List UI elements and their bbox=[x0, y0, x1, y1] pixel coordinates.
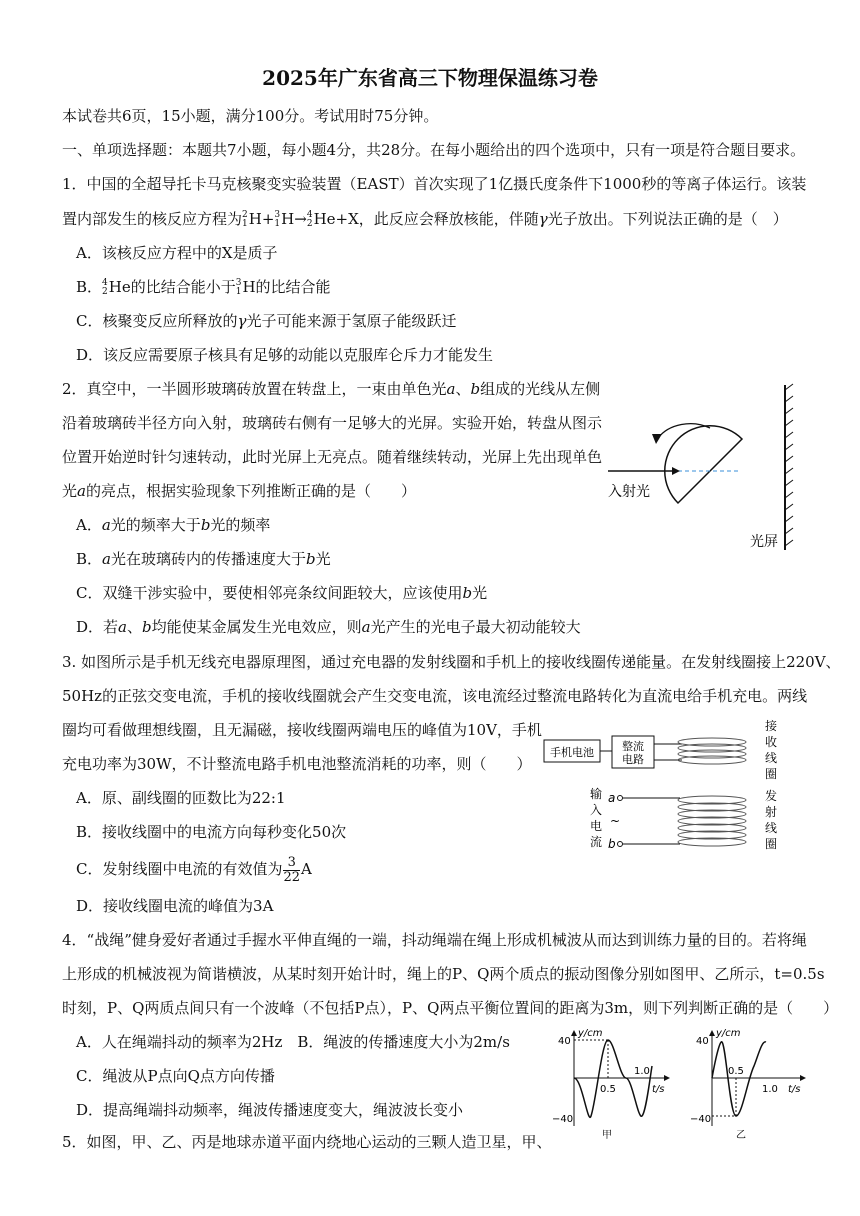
svg-text:线: 线 bbox=[765, 751, 778, 765]
nuclide-he4: 4 2 bbox=[306, 210, 313, 229]
q4-option-d[interactable]: D．提高绳端抖动频率，绳波传播速度变大，绳波波长变小 bbox=[76, 1101, 464, 1119]
wave-p bbox=[574, 1040, 652, 1117]
q2-option-c[interactable]: C．双缝干涉实验中，要使相邻亮条纹间距较大，应该使用b光 bbox=[76, 584, 488, 602]
svg-text:~: ~ bbox=[610, 814, 621, 828]
q2-stem-line2: 沿着玻璃砖半径方向入射，玻璃砖右侧有一足够大的光屏。实验开始，转盘从图示 bbox=[62, 414, 603, 432]
svg-text:−40: −40 bbox=[552, 1114, 574, 1125]
terminal-a bbox=[618, 796, 623, 801]
q5-stem-line1: 5．如图，甲、乙、丙是地球赤道平面内绕地心运动的三颗人造卫星，甲、 bbox=[62, 1133, 552, 1151]
q4-stem-line3: 时刻，P、Q两质点间只有一个波峰（不包括P点），P、Q两点平衡位置间的距离为3m，则下列判断正确的是（ ） bbox=[62, 999, 839, 1017]
q3-figure bbox=[540, 712, 790, 858]
q2-stem-line3: 位置开始逆时针匀速转动，此时光屏上无亮点。随着继续转动，光屏上先出现单色 bbox=[62, 448, 603, 466]
svg-text:入: 入 bbox=[590, 803, 603, 817]
q3-option-d[interactable]: D．接收线圈电流的峰值为3A bbox=[76, 897, 274, 915]
svg-text:−40: −40 bbox=[690, 1114, 712, 1125]
q3-stem-line3: 圈均可看做理想线圈，且无漏磁，接收线圈两端电压的峰值为10V，手机 bbox=[62, 721, 542, 739]
svg-text:手机电池: 手机电池 bbox=[550, 746, 594, 759]
fraction: $\frac{3}{22}$ bbox=[283, 854, 301, 885]
q2-option-b[interactable]: B．a光在玻璃砖内的传播速度大于b光 bbox=[76, 550, 331, 568]
svg-text:0.5: 0.5 bbox=[600, 1084, 616, 1095]
svg-text:线: 线 bbox=[765, 821, 778, 835]
graph-jia bbox=[552, 1028, 670, 1141]
q1-option-a[interactable]: A．该核反应方程中的X是质子 bbox=[76, 244, 278, 262]
svg-text:发: 发 bbox=[765, 789, 778, 803]
q4-option-ab[interactable]: A．人在绳端抖动的频率为2Hz B．绳波的传播速度大小为2m/s bbox=[76, 1033, 510, 1051]
svg-text:1.0: 1.0 bbox=[762, 1084, 778, 1095]
q4-stem-line2: 上形成的机械波视为简谐横波，从某时刻开始计时，绳上的P、Q两个质点的振动图像分别如图甲、乙所示，t=0.5s bbox=[62, 965, 825, 983]
svg-text:y/cm: y/cm bbox=[716, 1028, 741, 1039]
svg-text:射: 射 bbox=[765, 805, 778, 819]
svg-text:a: a bbox=[608, 791, 616, 805]
svg-text:收: 收 bbox=[765, 735, 778, 749]
terminal-b bbox=[618, 842, 623, 847]
svg-text:输: 输 bbox=[590, 787, 603, 801]
screen-hatch bbox=[785, 384, 793, 546]
q2-option-a[interactable]: A．a光的频率大于b光的频率 bbox=[76, 516, 271, 534]
q1-option-c[interactable]: C．核聚变反应所释放的γ光子可能来源于氢原子能级跃迁 bbox=[76, 312, 457, 330]
q4-figure bbox=[552, 1026, 812, 1142]
graph-yi bbox=[690, 1028, 806, 1141]
svg-text:整流: 整流 bbox=[622, 740, 644, 753]
q2-stem-line1: 2．真空中，一半圆形玻璃砖放置在转盘上，一束由单色光a、b组成的光线从左侧 bbox=[62, 380, 601, 398]
svg-text:40: 40 bbox=[558, 1036, 571, 1047]
svg-text:圈: 圈 bbox=[765, 837, 778, 851]
exam-intro: 本试卷共6页，15小题，满分100分。考试用时75分钟。 bbox=[62, 107, 439, 125]
svg-text:y/cm: y/cm bbox=[578, 1028, 603, 1039]
q2-stem-line4: 光a的亮点，根据实验现象下列推断正确的是（ ） bbox=[62, 482, 416, 500]
q1-option-b[interactable]: B． 4 2 He的比结合能小于 3 1 H的比结合能 bbox=[76, 278, 331, 297]
q2-figure bbox=[600, 380, 810, 560]
incident-light-label: 入射光 bbox=[608, 484, 650, 500]
svg-text:甲: 甲 bbox=[602, 1130, 612, 1141]
glass-half-disk bbox=[665, 426, 742, 503]
svg-text:40: 40 bbox=[696, 1036, 709, 1047]
screen-label: 光屏 bbox=[750, 534, 778, 550]
svg-text:流: 流 bbox=[590, 835, 603, 849]
svg-text:b: b bbox=[608, 837, 616, 851]
svg-text:乙: 乙 bbox=[736, 1130, 746, 1141]
wave-q bbox=[712, 1042, 766, 1116]
svg-text:t/s: t/s bbox=[788, 1084, 801, 1095]
q1-stem-line1: 1．中国的全超导托卡马克核聚变实验装置（EAST）首次实现了1亿摄氏度条件下1000秒的等离子体运行。该装 bbox=[62, 175, 807, 193]
q4-stem-line1: 4．“战绳”健身爱好者通过手握水平伸直绳的一端，抖动绳端在绳上形成机械波从而达到训练力量的目的。若将绳 bbox=[62, 931, 807, 949]
svg-text:接: 接 bbox=[765, 719, 778, 733]
q3-option-a[interactable]: A．原、副线圈的匝数比为22:1 bbox=[76, 789, 286, 807]
rotation-arrowhead-icon bbox=[652, 434, 662, 444]
nuclide-h3: 3 1 bbox=[274, 210, 281, 229]
receive-coil bbox=[678, 738, 746, 764]
q3-option-b[interactable]: B．接收线圈中的电流方向每秒变化50次 bbox=[76, 823, 347, 841]
q1-option-d[interactable]: D．该反应需要原子核具有足够的动能以克服库仑斥力才能发生 bbox=[76, 346, 494, 364]
svg-text:圈: 圈 bbox=[765, 767, 778, 781]
svg-text:电路: 电路 bbox=[622, 753, 644, 766]
svg-text:1.0: 1.0 bbox=[634, 1066, 650, 1077]
q3-stem-line2: 50Hz的正弦交变电流，手机的接收线圈就会产生交变电流，该电流经过整流电路转化为直流电给手机充电。两线 bbox=[62, 687, 808, 705]
page-title: 2025年广东省高三下物理保温练习卷 bbox=[262, 66, 598, 90]
q3-stem-line4: 充电功率为30W，不计整流电路手机电池整流消耗的功率，则（ ） bbox=[62, 755, 532, 773]
q1-stem-line2: 置内部发生的核反应方程为 2 1 H+ 3 1 H→ 4 2 He+X，此反应会释放核能，伴随γ光子放出。下列说法正确的是（ ） bbox=[62, 210, 788, 229]
transmit-coil bbox=[678, 796, 746, 846]
svg-text:t/s: t/s bbox=[652, 1084, 665, 1095]
q2-option-d[interactable]: D．若a、b均能使某金属发生光电效应，则a光产生的光电子最大初动能较大 bbox=[76, 618, 581, 636]
section-heading: 一、单项选择题：本题共7小题，每小题4分，共28分。在每小题给出的四个选项中，只有一项是符合题目要求。 bbox=[62, 141, 806, 159]
svg-text:0.5: 0.5 bbox=[728, 1066, 744, 1077]
nuclide-h2: 2 1 bbox=[242, 210, 248, 229]
q3-option-c[interactable]: C．发射线圈中电流的有效值为 $\frac{3}{22}$ A bbox=[76, 854, 312, 885]
q3-stem-line1: 3. 如图所示是手机无线充电器原理图，通过充电器的发射线圈和手机上的接收线圈传递能量。在发射线圈接上220V、 bbox=[62, 653, 841, 671]
q4-option-c[interactable]: C．绳波从P点向Q点方向传播 bbox=[76, 1067, 275, 1085]
svg-text:电: 电 bbox=[590, 819, 603, 833]
